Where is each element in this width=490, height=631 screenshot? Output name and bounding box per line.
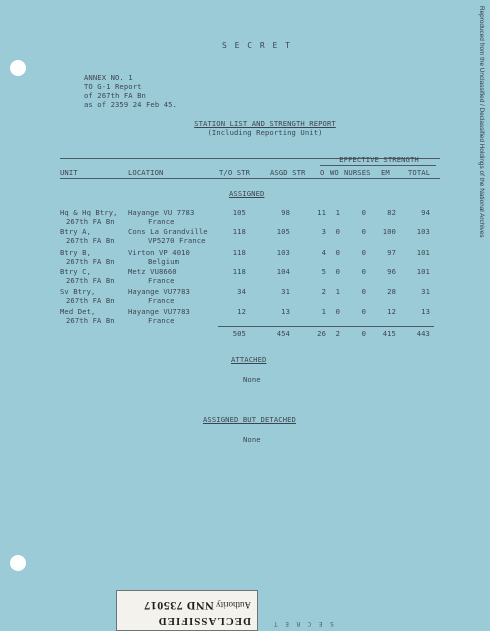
row-nurses: 0 <box>361 267 366 276</box>
row-location-sub: France <box>148 217 175 226</box>
col-header-em: EM <box>381 168 390 177</box>
row-total: 94 <box>421 208 430 217</box>
effective-strength-header: EFFECTIVE STRENGTH <box>339 155 419 164</box>
row-o: 1 <box>321 307 326 316</box>
annex-line: ANNEX NO. 1 <box>84 73 133 82</box>
row-nurses: 0 <box>361 248 366 257</box>
row-asgd-str: 31 <box>281 287 290 296</box>
col-header-location: LOCATION <box>128 168 164 177</box>
binder-hole-bottom <box>10 555 26 571</box>
row-location-sub: France <box>148 316 175 325</box>
classification-header: S E C R E T <box>222 41 292 50</box>
row-to-str: 12 <box>237 307 246 316</box>
row-o: 3 <box>321 227 326 236</box>
row-to-str: 118 <box>232 248 246 257</box>
col-header-o: O <box>320 168 325 177</box>
col-header-asgd-str: ASGD STR <box>270 168 306 177</box>
stamp-authority-value: NND 735017 <box>143 599 214 613</box>
row-o: 4 <box>321 248 326 257</box>
assigned-detached-label: ASSIGNED BUT DETACHED <box>203 415 296 424</box>
row-em: 12 <box>387 307 396 316</box>
row-location: Cons La Grandville <box>128 227 208 236</box>
row-em: 100 <box>382 227 396 236</box>
row-unit-sub: 267th FA Bn <box>66 296 115 305</box>
total-o: 26 <box>317 329 326 338</box>
row-location-sub: VP5270 France <box>148 236 206 245</box>
row-total: 101 <box>416 267 430 276</box>
assigned-detached-value: None <box>243 435 261 444</box>
row-unit-sub: 267th FA Bn <box>66 217 115 226</box>
row-location-sub: France <box>148 296 175 305</box>
annex-line: TO G-1 Report <box>84 82 142 91</box>
row-to-str: 118 <box>232 267 246 276</box>
row-o: 2 <box>321 287 326 296</box>
attached-label: ATTACHED <box>231 355 267 364</box>
row-to-str: 118 <box>232 227 246 236</box>
binder-hole-top <box>10 60 26 76</box>
row-nurses: 0 <box>361 287 366 296</box>
row-nurses: 0 <box>361 307 366 316</box>
row-unit-sub: 267th FA Bn <box>66 276 115 285</box>
row-em: 28 <box>387 287 396 296</box>
row-location: Hayange VU7783 <box>128 307 190 316</box>
row-location: Virton VP 4010 <box>128 248 190 257</box>
row-location: Hayange VU7783 <box>128 287 190 296</box>
row-asgd-str: 98 <box>281 208 290 217</box>
row-o: 5 <box>321 267 326 276</box>
row-to-str: 105 <box>232 208 246 217</box>
row-em: 82 <box>387 208 396 217</box>
declassified-stamp <box>116 590 258 631</box>
row-wo: 0 <box>335 248 340 257</box>
report-subtitle: (Including Reporting Unit) <box>207 128 323 137</box>
row-unit: Btry A, <box>60 227 91 236</box>
stamp-authority-label: Authority <box>216 600 251 610</box>
col-header-total: TOTAL <box>408 168 431 177</box>
annex-line: of 267th FA Bn <box>84 91 146 100</box>
row-unit: Med Det, <box>60 307 96 316</box>
row-nurses: 0 <box>361 227 366 236</box>
row-total: 13 <box>421 307 430 316</box>
col-header-nurses: NURSES <box>344 168 371 177</box>
row-wo: 1 <box>335 287 340 296</box>
col-header-wo: WO <box>330 168 339 177</box>
row-wo: 0 <box>335 227 340 236</box>
row-wo: 0 <box>335 267 340 276</box>
row-to-str: 34 <box>237 287 246 296</box>
row-em: 96 <box>387 267 396 276</box>
classification-footer: S E C R E T <box>272 620 334 627</box>
attached-value: None <box>243 375 261 384</box>
row-unit: Hq & Hq Btry, <box>60 208 118 217</box>
row-unit: Btry C, <box>60 267 91 276</box>
row-location-sub: Belgium <box>148 257 179 266</box>
archives-side-note: Reproduced from the Unclassified / Declassified Holdings of the National Archives <box>478 6 485 238</box>
annex-line: as of 2359 24 Feb 45. <box>84 100 177 109</box>
effective-strength-rule <box>320 165 436 166</box>
row-total: 101 <box>416 248 430 257</box>
row-asgd-str: 13 <box>281 307 290 316</box>
report-title: STATION LIST AND STRENGTH REPORT <box>194 119 336 128</box>
row-unit-sub: 267th FA Bn <box>66 316 115 325</box>
table-header-rule <box>60 178 440 179</box>
stamp-title: DECLASSIFIED <box>157 615 251 627</box>
row-em: 97 <box>387 248 396 257</box>
stamp-authority <box>144 598 251 613</box>
total-total: 443 <box>416 329 430 338</box>
row-wo: 0 <box>335 307 340 316</box>
row-unit-sub: 267th FA Bn <box>66 257 115 266</box>
row-unit: Btry B, <box>60 248 91 257</box>
total-nurses: 0 <box>361 329 366 338</box>
row-total: 103 <box>416 227 430 236</box>
total-asgd-str: 454 <box>276 329 290 338</box>
row-total: 31 <box>421 287 430 296</box>
total-wo: 2 <box>335 329 340 338</box>
row-asgd-str: 105 <box>276 227 290 236</box>
row-wo: 1 <box>335 208 340 217</box>
row-asgd-str: 104 <box>276 267 290 276</box>
col-header-to-str: T/O STR <box>219 168 250 177</box>
total-em: 415 <box>382 329 396 338</box>
col-header-unit: UNIT <box>60 168 78 177</box>
row-unit: Sv Btry, <box>60 287 96 296</box>
row-location-sub: France <box>148 276 175 285</box>
assigned-label: ASSIGNED <box>229 189 265 198</box>
row-o: 11 <box>317 208 326 217</box>
row-location: Hayange VU 7783 <box>128 208 195 217</box>
totals-rule <box>218 326 434 327</box>
row-nurses: 0 <box>361 208 366 217</box>
row-location: Metz VU8660 <box>128 267 177 276</box>
row-asgd-str: 103 <box>276 248 290 257</box>
total-to-str: 505 <box>232 329 246 338</box>
row-unit-sub: 267th FA Bn <box>66 236 115 245</box>
